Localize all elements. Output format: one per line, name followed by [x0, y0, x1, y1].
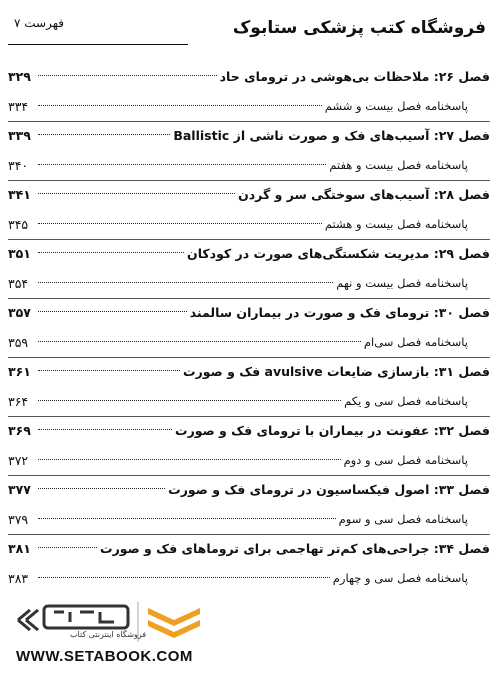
- toc-entry-label: فصل ۳۱: بازسازی ضایعات avulsive فک و صورت: [183, 364, 490, 379]
- section-divider: [8, 180, 490, 181]
- toc-answer-row: [8, 445, 490, 475]
- toc-page-number: ۳۷۷: [8, 482, 31, 497]
- toc-page-number: ۳۳۹: [8, 128, 31, 143]
- dot-leader: [38, 400, 341, 401]
- toc-entry-label: پاسخنامه فصل سی و یکم: [344, 394, 468, 408]
- section-divider: [8, 298, 490, 299]
- toc-entry-label: پاسخنامه فصل بیست و هفتم: [329, 158, 468, 172]
- toc-page-number: ۳۳۴: [8, 98, 29, 114]
- toc-page-number: ۳۵۱: [8, 246, 31, 261]
- toc-chapter-row: [8, 475, 490, 504]
- toc-entry-label: فصل ۲۶: ملاحظات بی‌هوشی در ترومای حاد: [219, 69, 490, 84]
- toc-entry-label: پاسخنامه فصل سی و سوم: [338, 512, 468, 526]
- toc-entry-label: فصل ۲۸: آسیب‌های سوختگی سر و گردن: [238, 187, 490, 202]
- section-divider: [8, 121, 490, 122]
- toc-page-number: ۳۶۴: [8, 393, 29, 409]
- toc-chapter-row: [8, 180, 490, 209]
- dot-leader: [38, 577, 330, 578]
- toc-answer-row: [8, 327, 490, 357]
- section-divider: [8, 357, 490, 358]
- toc-chapter-row: [8, 62, 490, 91]
- dot-leader: [38, 282, 333, 283]
- toc-entry-label: پاسخنامه فصل سی و چهارم: [332, 571, 468, 585]
- toc-entry-label: فصل ۳۳: اصول فیکساسیون در ترومای فک و صورت: [168, 482, 490, 497]
- toc-page-number: ۳۷۹: [8, 511, 29, 527]
- toc-page-number: ۳۷۲: [8, 452, 29, 468]
- dot-leader: [38, 311, 187, 312]
- dot-leader: [38, 105, 322, 106]
- toc-page-number: ۳۸۳: [8, 570, 29, 586]
- store-title: فروشگاه کتب پزشکی ستابوک: [232, 18, 486, 38]
- toc-page-number: ۳۵۷: [8, 305, 31, 320]
- toc-answer-row: [8, 209, 490, 239]
- toc-page-number: ۳۲۹: [8, 69, 31, 84]
- dot-leader: [38, 429, 172, 430]
- toc-chapter-row: [8, 416, 490, 445]
- toc-entry-label: پاسخنامه فصل بیست و ششم: [324, 99, 468, 113]
- toc-page-number: ۳۴۵: [8, 216, 29, 232]
- toc-page-number: ۳۴۱: [8, 187, 31, 202]
- dot-leader: [38, 223, 322, 224]
- watermark-subtitle: فروشگاه اینترنتی کتاب: [70, 630, 147, 639]
- toc-entry-label: فصل ۳۴: جراحی‌های کم‌تر تهاجمی برای تروماهای فک و صورت: [100, 541, 490, 556]
- toc-entry-label: پاسخنامه فصل سی و دوم: [343, 453, 468, 467]
- toc-page-number: ۳۶۹: [8, 423, 31, 438]
- page-label: فهرست ۷: [14, 16, 64, 30]
- dot-leader: [38, 370, 180, 371]
- toc-chapter-row: [8, 121, 490, 150]
- section-divider: [8, 416, 490, 417]
- header-rule: [8, 44, 188, 45]
- toc-page-number: ۳۶۱: [8, 364, 31, 379]
- dot-leader: [38, 518, 336, 519]
- dot-leader: [38, 193, 235, 194]
- toc-page-number: ۳۵۹: [8, 334, 29, 350]
- dot-leader: [38, 164, 326, 165]
- setabook-logo-icon: [14, 598, 226, 648]
- toc-chapter-row: [8, 534, 490, 563]
- toc-answer-row: [8, 91, 490, 121]
- toc-entry-label: پاسخنامه فصل بیست و نهم: [336, 276, 468, 290]
- section-divider: [8, 475, 490, 476]
- toc-chapter-row: [8, 239, 490, 268]
- dot-leader: [38, 75, 217, 76]
- dot-leader: [38, 252, 184, 253]
- toc-entry-label: فصل ۲۷: آسیب‌های فک و صورت ناشی از Ballistic: [173, 128, 490, 143]
- toc-answer-row: [8, 150, 490, 180]
- section-divider: [8, 534, 490, 535]
- toc-page-number: ۳۵۴: [8, 275, 29, 291]
- toc-page-number: ۳۴۰: [8, 157, 29, 173]
- toc-answer-row: [8, 504, 490, 534]
- toc-entry-label: فصل ۳۲: عفونت در بیماران با ترومای فک و صورت: [175, 423, 490, 438]
- toc-entry-label: پاسخنامه فصل سی‌ام: [363, 335, 468, 349]
- toc-chapter-row: [8, 357, 490, 386]
- toc-answer-row: [8, 268, 490, 298]
- section-divider: [8, 239, 490, 240]
- dot-leader: [38, 488, 165, 489]
- setabook-watermark: [14, 598, 226, 668]
- toc-entry-label: فصل ۲۹: مدیریت شکستگی‌های صورت در کودکان: [187, 246, 490, 261]
- toc-chapter-row: [8, 298, 490, 327]
- toc-answer-row: [8, 563, 490, 593]
- toc-entry-label: فصل ۳۰: ترومای فک و صورت در بیماران سالمند: [189, 305, 490, 320]
- dot-leader: [38, 341, 361, 342]
- toc-entry-label: پاسخنامه فصل بیست و هشتم: [324, 217, 468, 231]
- dot-leader: [38, 547, 97, 548]
- dot-leader: [38, 459, 341, 460]
- dot-leader: [38, 134, 170, 135]
- toc-page-number: ۳۸۱: [8, 541, 31, 556]
- watermark-url: WWW.SETABOOK.COM: [16, 648, 193, 665]
- table-of-contents: [8, 62, 490, 593]
- toc-answer-row: [8, 386, 490, 416]
- page-header: [0, 8, 500, 48]
